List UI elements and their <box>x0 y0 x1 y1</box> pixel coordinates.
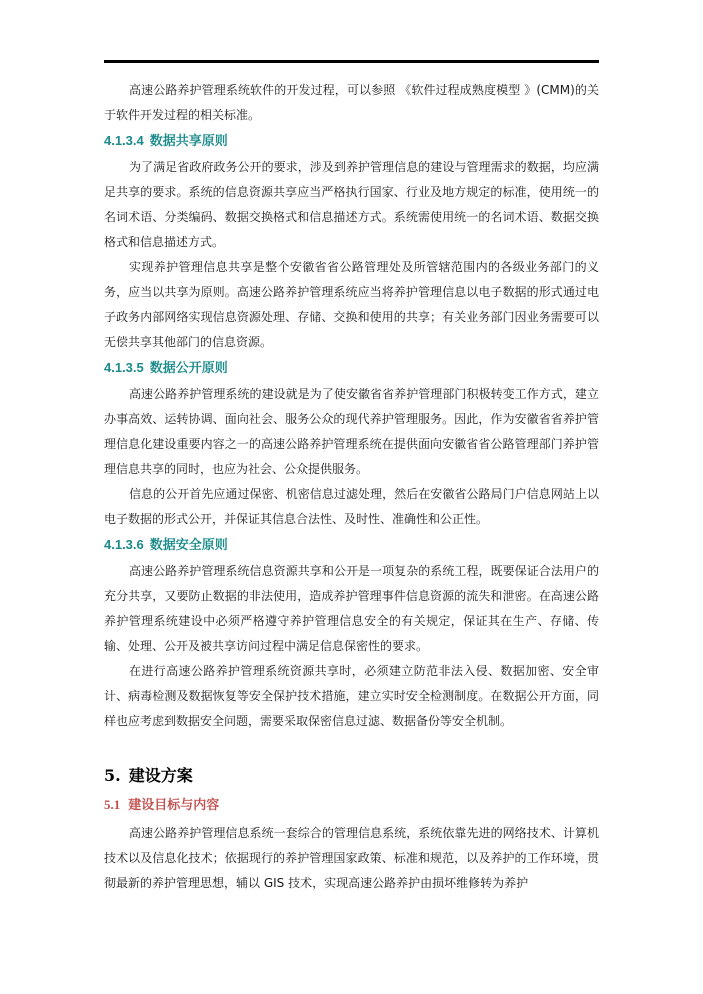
heading-number: 4.1.3.6 <box>104 537 144 552</box>
heading-5 <box>104 764 599 788</box>
document-body <box>104 78 599 896</box>
heading-title: 数据公开原则 <box>149 361 228 376</box>
heading-number: 4.1.3.5 <box>104 360 144 375</box>
paragraph: 实现养护管理信息共享是整个安徽省省公路管理处及所管辖范围内的各级业务部门的义务，应当以共享为原则。高速公路养护管理系统应当将养护管理信息以电子数据的形式通过电子政务内部网络实现信息资源处理、存储、交换和使用的共享；有关业务部门因业务需要可以无偿共享其他部门的信息资源。 <box>104 260 599 349</box>
heading-number: 5.1 <box>104 797 121 812</box>
header-rule <box>104 60 599 63</box>
heading-4-1-3-4 <box>104 130 599 153</box>
intro-paragraph: 高速公路养护管理系统软件的开发过程，可以参照 《软件过程成熟度模型 》(CMM)的关于软件开发过程的相关标准。 <box>104 83 599 122</box>
heading-title: 建设方案 <box>128 766 193 785</box>
paragraph: 信息的公开首先应通过保密、机密信息过滤处理，然后在安徽省公路局门户信息网站上以电子数据的形式公开，并保证其信息合法性、及时性、准确性和公正性。 <box>104 487 599 526</box>
heading-number: 4.1.3.4 <box>104 133 144 148</box>
heading-title: 数据安全原则 <box>149 538 228 553</box>
heading-5-1 <box>104 792 599 819</box>
heading-4-1-3-5 <box>104 357 599 380</box>
paragraph: 高速公路养护管理系统的建设就是为了使安徽省省养护管理部门积极转变工作方式，建立办事高效、运转协调、面向社会、服务公众的现代养护管理服务。因此，作为安徽省省养护管理信息化建设重要内容之一的高速公路养护管理系统在提供面向安徽省省公路管理部门养护管理信息共享的同时，也应为社会、公众提供服务。 <box>104 387 599 476</box>
heading-4-1-3-6 <box>104 534 599 557</box>
heading-number: 5. <box>104 766 121 785</box>
heading-title: 数据共享原则 <box>149 134 228 149</box>
paragraph: 高速公路养护管理系统信息资源共享和公开是一项复杂的系统工程，既要保证合法用户的充分共享，又要防止数据的非法使用，造成养护管理事件信息资源的流失和泄密。在高速公路养护管理系统建设中必须严格遵守养护管理信息安全的有关规定，保证其在生产、存储、传输、处理、公开及被共享访问过程中满足信息保密性的要求。 <box>104 564 599 653</box>
paragraph: 在进行高速公路养护管理系统资源共享时，必须建立防范非法入侵、数据加密、安全审计、病毒检测及数据恢复等安全保护技术措施，建立实时安全检测制度。在数据公开方面，同样也应考虑到数据安全问题，需要采取保密信息过滤、数据备份等安全机制。 <box>104 664 599 728</box>
paragraph: 高速公路养护管理信息系统一套综合的管理信息系统，系统依靠先进的网络技术、计算机技术以及信息化技术；依据现行的养护管理国家政策、标准和规范，以及养护的工作环境，贯彻最新的养护管理思想，辅以 GIS 技术，实现高速公路养护由损坏维修转为养护 <box>104 826 599 890</box>
heading-title: 建设目标与内容 <box>128 798 220 813</box>
paragraph: 为了满足省政府政务公开的要求，涉及到养护管理信息的建设与管理需求的数据，均应满足共享的要求。系统的信息资源共享应当严格执行国家、行业及地方规定的标准，使用统一的名词术语、分类编码、数据交换格式和信息描述方式。系统需使用统一的名词术语、数据交换格式和信息描述方式。 <box>104 160 599 249</box>
